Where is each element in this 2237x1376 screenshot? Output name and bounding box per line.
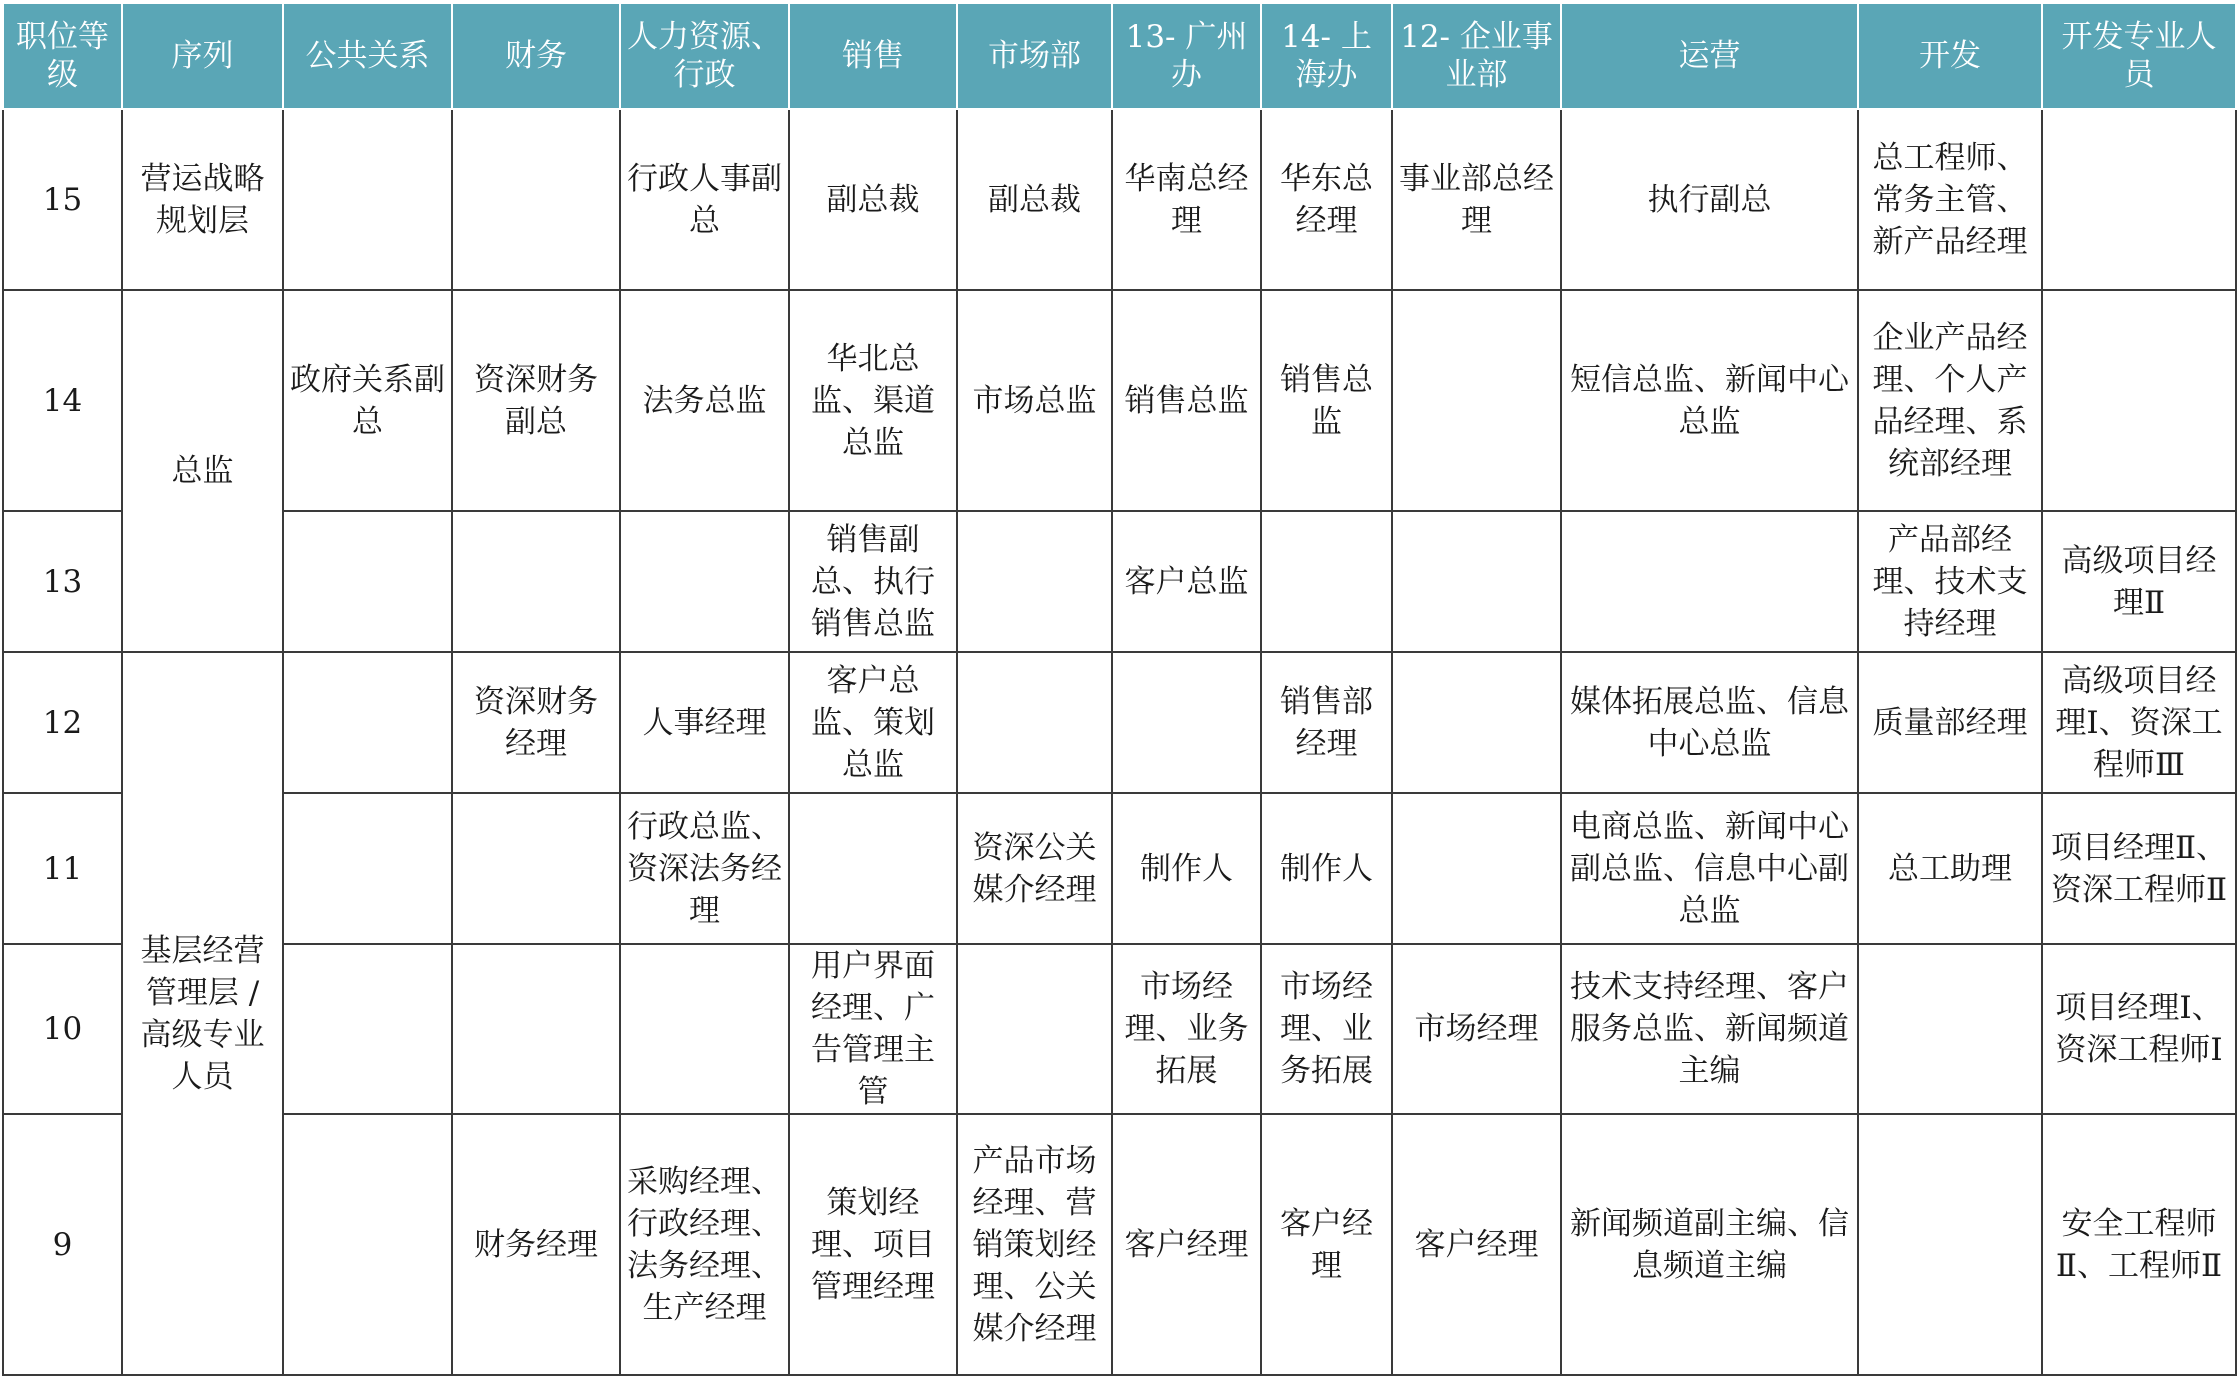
table-cell (789, 793, 957, 944)
table-cell (283, 1114, 452, 1375)
table-cell: 副总裁 (789, 109, 957, 290)
table-cell: 项目经理Ⅱ、资深工程师Ⅱ (2042, 793, 2236, 944)
header-sales: 销售 (789, 3, 957, 109)
table-cell: 电商总监、新闻中心副总监、信息中心副总监 (1561, 793, 1858, 944)
table-cell: 市场经理、业务拓展 (1112, 944, 1261, 1114)
level-cell: 11 (3, 793, 122, 944)
table-cell (957, 944, 1112, 1114)
table-cell: 制作人 (1261, 793, 1392, 944)
table-cell (283, 944, 452, 1114)
table-row (3, 944, 2236, 1114)
table-cell (1112, 652, 1261, 793)
table-row (3, 652, 2236, 793)
table-cell: 销售部经理 (1261, 652, 1392, 793)
table-cell: 技术支持经理、客户服务总监、新闻频道主编 (1561, 944, 1858, 1114)
table-cell (283, 109, 452, 290)
table-cell: 销售总监 (1112, 290, 1261, 511)
table-cell: 新闻频道副主编、信息频道主编 (1561, 1114, 1858, 1375)
table-cell (1392, 793, 1561, 944)
table-cell (1392, 652, 1561, 793)
table-cell: 策划经理、项目管理经理 (789, 1114, 957, 1375)
header-enterprise-division: 12- 企业事业部 (1392, 3, 1561, 109)
table-cell: 客户经理 (1112, 1114, 1261, 1375)
table-cell: 总工程师、常务主管、新产品经理 (1858, 109, 2042, 290)
header-level: 职位等级 (3, 3, 122, 109)
table-cell: 财务经理 (452, 1114, 620, 1375)
sequence-cell: 总监 (122, 290, 283, 652)
table-cell: 采购经理、行政经理、法务经理、生产经理 (620, 1114, 789, 1375)
sequence-cell: 营运战略规划层 (122, 109, 283, 290)
table-cell: 高级项目经理Ⅰ、资深工程师Ⅲ (2042, 652, 2236, 793)
table-cell (452, 944, 620, 1114)
header-row (3, 3, 2236, 109)
table-cell: 总工助理 (1858, 793, 2042, 944)
header-guangzhou-office: 13- 广州办 (1112, 3, 1261, 109)
table-cell: 销售总监 (1261, 290, 1392, 511)
table-row (3, 511, 2236, 652)
header-finance: 财务 (452, 3, 620, 109)
table-cell (620, 944, 789, 1114)
table-cell: 客户总监、策划总监 (789, 652, 957, 793)
table-cell: 政府关系副总 (283, 290, 452, 511)
table-cell: 产品部经理、技术支持经理 (1858, 511, 2042, 652)
table-cell: 资深财务经理 (452, 652, 620, 793)
table-cell (452, 793, 620, 944)
table-cell (957, 652, 1112, 793)
table-cell: 客户总监 (1112, 511, 1261, 652)
table-cell: 市场经理 (1392, 944, 1561, 1114)
table-cell: 企业产品经理、个人产品经理、系统部经理 (1858, 290, 2042, 511)
table-cell: 销售副总、执行销售总监 (789, 511, 957, 652)
table-cell: 媒体拓展总监、信息中心总监 (1561, 652, 1858, 793)
table-cell: 制作人 (1112, 793, 1261, 944)
header-operations: 运营 (1561, 3, 1858, 109)
table-cell: 资深公关媒介经理 (957, 793, 1112, 944)
table-cell: 市场总监 (957, 290, 1112, 511)
table-cell: 市场经理、业务拓展 (1261, 944, 1392, 1114)
table-cell (452, 511, 620, 652)
table-cell (2042, 109, 2236, 290)
table-cell: 客户经理 (1392, 1114, 1561, 1375)
header-shanghai-office: 14- 上海办 (1261, 3, 1392, 109)
table-cell (957, 511, 1112, 652)
position-level-table (2, 2, 2237, 1376)
header-sequence: 序列 (122, 3, 283, 109)
table-cell: 资深财务副总 (452, 290, 620, 511)
table-cell (1261, 511, 1392, 652)
table-row (3, 793, 2236, 944)
table-row (3, 109, 2236, 290)
level-cell: 15 (3, 109, 122, 290)
table-cell: 高级项目经理Ⅱ (2042, 511, 2236, 652)
table-cell (1561, 511, 1858, 652)
header-marketing: 市场部 (957, 3, 1112, 109)
table-row (3, 1114, 2236, 1375)
table-cell: 华北总监、渠道总监 (789, 290, 957, 511)
table-cell: 行政人事副总 (620, 109, 789, 290)
table-cell: 客户经理 (1261, 1114, 1392, 1375)
table-cell (283, 652, 452, 793)
level-cell: 14 (3, 290, 122, 511)
table-cell: 安全工程师Ⅱ、工程师Ⅱ (2042, 1114, 2236, 1375)
table-cell: 执行副总 (1561, 109, 1858, 290)
table-cell (620, 511, 789, 652)
level-cell: 13 (3, 511, 122, 652)
table-cell: 行政总监、资深法务经理 (620, 793, 789, 944)
table-cell (2042, 290, 2236, 511)
table-cell (1392, 290, 1561, 511)
table-cell: 人事经理 (620, 652, 789, 793)
table-cell: 法务总监 (620, 290, 789, 511)
table-row (3, 290, 2236, 511)
level-cell: 10 (3, 944, 122, 1114)
table-cell (283, 793, 452, 944)
level-cell: 9 (3, 1114, 122, 1375)
header-hr-admin: 人力资源、行政 (620, 3, 789, 109)
level-cell: 12 (3, 652, 122, 793)
table-cell: 短信总监、新闻中心总监 (1561, 290, 1858, 511)
header-development: 开发 (1858, 3, 2042, 109)
table-cell (283, 511, 452, 652)
header-dev-specialists: 开发专业人员 (2042, 3, 2236, 109)
table-cell: 华南总经理 (1112, 109, 1261, 290)
table-cell (1858, 944, 2042, 1114)
table-cell: 事业部总经理 (1392, 109, 1561, 290)
table-cell: 副总裁 (957, 109, 1112, 290)
table-cell: 用户界面经理、广告管理主管 (789, 944, 957, 1114)
table-cell: 质量部经理 (1858, 652, 2042, 793)
table-cell: 产品市场经理、营销策划经理、公关媒介经理 (957, 1114, 1112, 1375)
header-public-relations: 公共关系 (283, 3, 452, 109)
table-cell: 华东总经理 (1261, 109, 1392, 290)
table-cell (1392, 511, 1561, 652)
table-cell: 项目经理Ⅰ、资深工程师Ⅰ (2042, 944, 2236, 1114)
table-cell (1858, 1114, 2042, 1375)
table-cell (452, 109, 620, 290)
sequence-cell: 基层经营管理层 / 高级专业人员 (122, 652, 283, 1375)
